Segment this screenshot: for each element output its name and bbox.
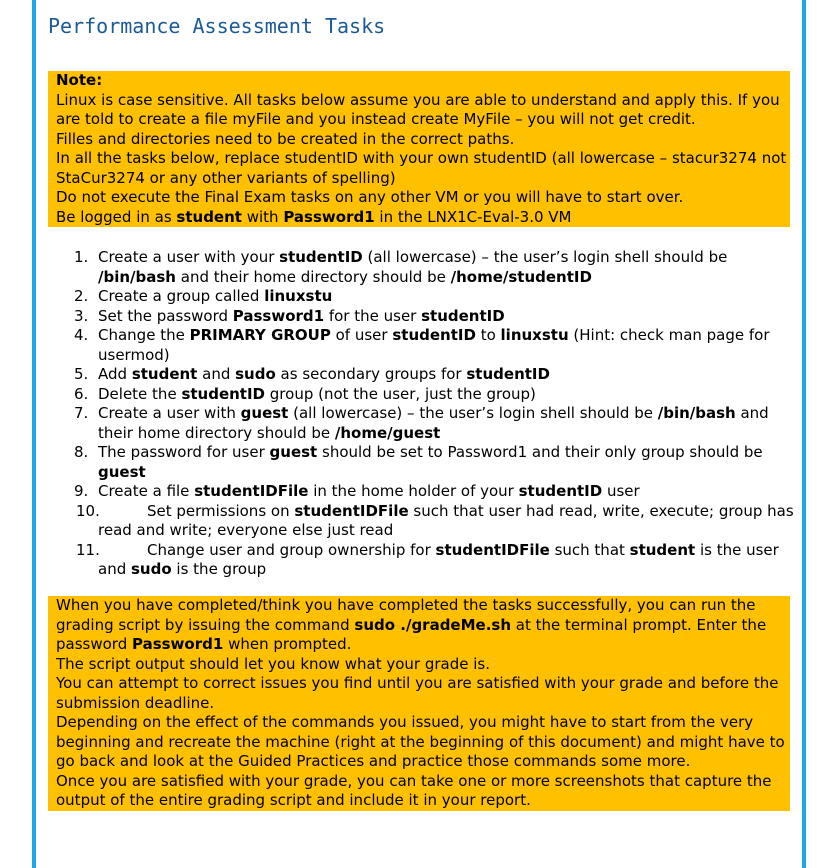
task-item: 10. Set permissions on studentIDFile such that user had read, write, execute; group has read and write; everyone else just read [76,501,794,539]
task-item: 3. Set the password Password1 for the user studentID [74,306,505,325]
note-case-sensitive: Linux is case sensitive. All tasks below assume you are able to understand and apply this. If you are told to create a file myFile and you instead create MyFile – you will not get credit. [56,90,780,128]
task-item: 7. Create a user with guest (all lowercase) – the user’s login shell should be /bin/bash and their home directory should be /home/guest [74,404,769,442]
task-list [56,248,796,580]
note-paths: Filles and directories need to be created in the correct paths. [56,129,515,148]
page-title: Performance Assessment Tasks [48,14,386,38]
note-vm-warning: Do not execute the Final Exam tasks on any other VM or you will have to start over. [56,188,684,206]
grading-output-paragraph: The script output should let you know what your grade is. [56,654,490,673]
task-item: 8. The password for user guest should be set to Password1 and their only group should be guest [74,443,763,481]
grading-screenshot-paragraph: Once you are satisfied with your grade, you can take one or more screenshots that capture the output of the entire grading script and include it in your report. [56,771,772,809]
note-studentid: In all the tasks below, replace studentID with your own studentID (all lowercase – stacur3274 not StaCur3274 or any other variants of spelling) [56,149,787,187]
task-item: 9. Create a file studentIDFile in the home holder of your studentID user [74,482,640,500]
right-page-border [802,0,806,868]
grading-instructions-box [48,596,790,811]
task-item: 4. Change the PRIMARY GROUP of user studentID to linuxstu (Hint: check man page for usermod) [74,326,770,364]
task-item: 11. Change user and group ownership for studentIDFile such that student is the user and sudo is the group [76,540,779,578]
task-item: 2. Create a group called linuxstu [74,287,333,305]
grading-retry-paragraph: You can attempt to correct issues you find until you are satisfied with your grade and before the submission deadline. [56,674,779,712]
note-box [48,71,790,227]
grading-command-paragraph: When you have completed/think you have completed the tasks successfully, you can run the grading script by issuing the command sudo ./gradeMe.sh at the terminal prompt. Enter the password Password1 when prompted. [56,596,767,653]
task-item: 1. Create a user with your studentID (all lowercase) – the user’s login shell should be /bin/bash and their home directory should be /home/studentID [74,248,728,286]
task-item: 6. Delete the studentID group (not the user, just the group) [74,384,536,403]
left-page-border [32,0,36,868]
grading-recreate-paragraph: Depending on the effect of the commands you issued, you might have to start from the very beginning and recreate the machine (right at the beginning of this document) and might have to go back and look at the Guided Practices and practice those commands some more. [56,713,785,770]
note-heading: Note: [56,71,103,89]
note-login: Be logged in as student with Password1 in the LNX1C-Eval-3.0 VM [56,207,572,226]
task-item: 5. Add student and sudo as secondary groups for studentID [74,365,550,383]
